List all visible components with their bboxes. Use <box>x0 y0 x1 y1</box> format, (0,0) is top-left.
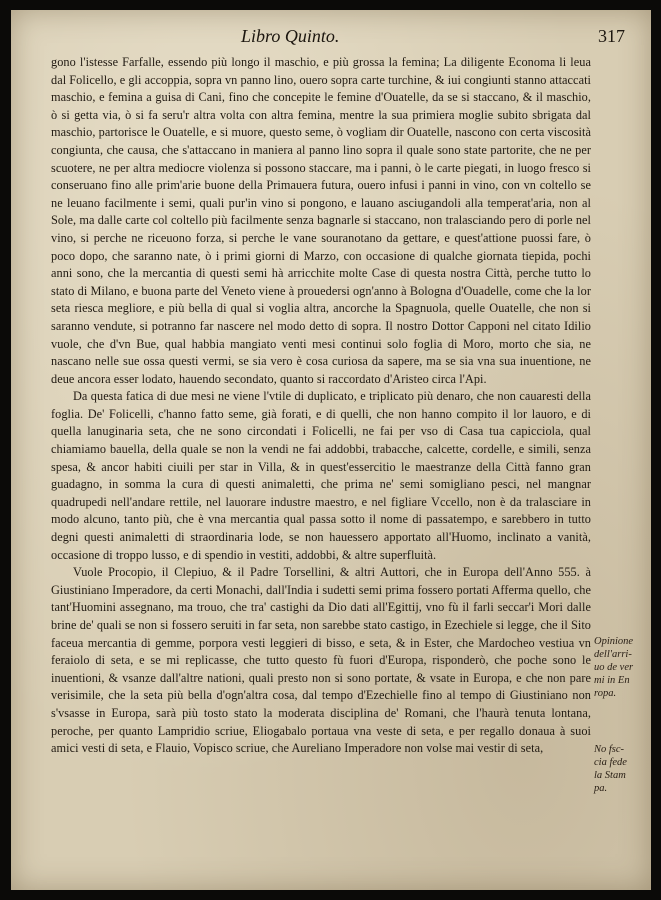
margin-note-line: ropa. <box>594 688 617 699</box>
margin-note-line: mi in En <box>594 675 630 686</box>
margin-note-opinione <box>594 635 646 700</box>
paragraph-1: gono l'istesse Farfalle, essendo più longo il maschio, e più grossa la femina; La diligente Economa li leua dal Folicello, e gli accoppia, sopra vn panno lino, ouero sopra carte turchine, & iui congiunti stanno attaccati maschio, e femina a guisa di Cani, fino che concepite le femine d'Ouatelle, da se si staccano, & il maschio, ò si getta via, ò si fa seru'r altra volta con altra femina, mentre la sua primiera moglie subito sbrigata dal maschio, partorisce le Ouatelle, e si muore, questo seme, ò vogliam dir Ouatelle, nascono con certa viscosità congiunta, che causa, che s'attaccano in maniera al panno lino sopra il quale sono state partorite, che ne per scuotere, ne per altra mediocre violenza si possono staccare, ma i panni, ò le carte piegati, in luogo fresco si conseruano fino alle prim'arie buone della Primauera futura, ouero infusi i panni in vino, con vn coltello se ne leuano facilmente i semi, quali pur'in vino si pongono, e lauano asciugandoli alla temperat'aria, non al Sole, ma dalle carte col coltello più facilmente senza bagnarle si staccano, non tralasciando pero di porle nel vino, si perche ne riceuono forza, si perche le vane souranotano da gettare, e quest'attione puossi fare, ò poco dopo, che saranno nate, ò i primi giorni di Marzo, con occasione di qualche giornata tiepida, pochi anni sono, che la mercantia di questi semi hà arricchite molte Case di questa nostra Città, perche tutto lo stato di Milano, e buona parte del Veneto viene à prouedersi ogn'anno à Bologna d'Ouadelle, come che la lor seta riesca megliore, e più bella di qual si voglia altra, ancorche la Spagnuola, quelle Ouatelle, che non si saranno vendute, si potranno far nascere nel modo detto di sopra. Il nostro Dottor Capponi nel citato Idilio vuole, che d'vn Bue, qual habbia mangiato venti mesi continui solo foglia di Moro, morto che sia, ne nascano nelle sue ossa questi vermi, se sia vero è cosa curiosa da sapere, ma se sia vna sua inuentione, ne deue ancora esser lodato, hauendo secondato, quanto si raccordato d'Aristeo circa l'Api. <box>51 55 592 386</box>
margin-note-stampa <box>594 743 646 795</box>
margin-note-line: pa. <box>594 783 608 794</box>
main-text <box>51 54 591 758</box>
margin-note-line: No fsc- <box>594 744 625 755</box>
margin-note-line: uo de ver <box>594 662 634 673</box>
margin-note-line: Opinione <box>594 636 634 647</box>
margin-note-line: dell'arri- <box>594 649 632 660</box>
paragraph-2: Da questa fatica di due mesi ne viene l'vtile di duplicato, e triplicato più denaro, che non cauaresti della foglia. De' Folicelli, c'hanno fatto seme, già forati, e di quelli, che non hanno compito il lor lauoro, e di quella lanuginaria seta, che ne sono circondati i Folicelli, ne fai per vso di Casa tua capicciola, qual chiamiamo bauella, della quale se non la vendi ne fai addobbi, trabacche, calcette, cordelle, e simili, senza spesa, & ancor habiti ciuili per star in Villa, & in quest'essercitio le maestranze della Città fanno gran guadagno, in somma la cura di questi animaletti, che prima ne' semi somigliano pesci, nel mangnar quadrupedi nell'andare rettile, nel lauorare industre maestro, e nel figliare Vccello, non è da tralasciare in modo alcuno, tanto più, che è vna mercantia qual passa sotto il nome di passatempo, e sarebbero in tutto degni questi animaletti di straordinaria lode, se non hauessero apportato all'Huomo, inclinato a vanità, occasione di troppo lusso, e di spendio in vestiti, addobbi, & altre superfluità. <box>51 389 591 562</box>
paragraph-3: Vuole Procopio, il Clepiuo, & il Padre Torsellini, & altri Auttori, che in Europa dell'Anno 555. à Giustiniano Imperadore, da certi Monachi, dall'India i sudetti semi prima fossero portati Afferma quello, che tant'Huomini assegnano, ma trouo, che tra' castighi da Dio dati all'Egittij, vno fù il farli seccar'i Mori dalle brine de' quali se non si fossero seruiti in far seta, non sarebbe stato castigo, in Ezechiele si legge, che il Sito faceua mercantia di gemme, porpora vesti leggieri di bisso, e seta, & in Ester, che Mardocheo vestiua vn feraiolo di seta, e se mi replicasse, che tutto questo fù fuori d'Europa, risponderò, che poche sono le inuentioni, & vsanze dall'altre nationi, quali presto non si sono portate, & vsate in Europa, e che non pare verisimile, che la seta più bella d'ogn'altra cosa, dal tempo d'Ezechielle fino al tempo di Giustiniano non s'vsasse in Europa, sarà più tosto stato la moderata disciplina de' Romani, che l'haurà tenuta lontana, peroche, per quanto Lampridio scriue, Eliogabalo portaua vna veste di seta, e per regallo donaua à suoi amici vesti di seta, e Flauio, Vopisco scriue, che Aureliano Imperadore non volse mai vestir di seta, <box>51 565 591 756</box>
running-title: Libro Quinto. <box>241 26 340 46</box>
page-header <box>11 24 651 50</box>
book-page <box>11 10 651 890</box>
margin-note-line: la Stam <box>594 770 626 781</box>
margin-note-line: cia fede <box>594 757 627 768</box>
page-number: 317 <box>598 26 625 46</box>
